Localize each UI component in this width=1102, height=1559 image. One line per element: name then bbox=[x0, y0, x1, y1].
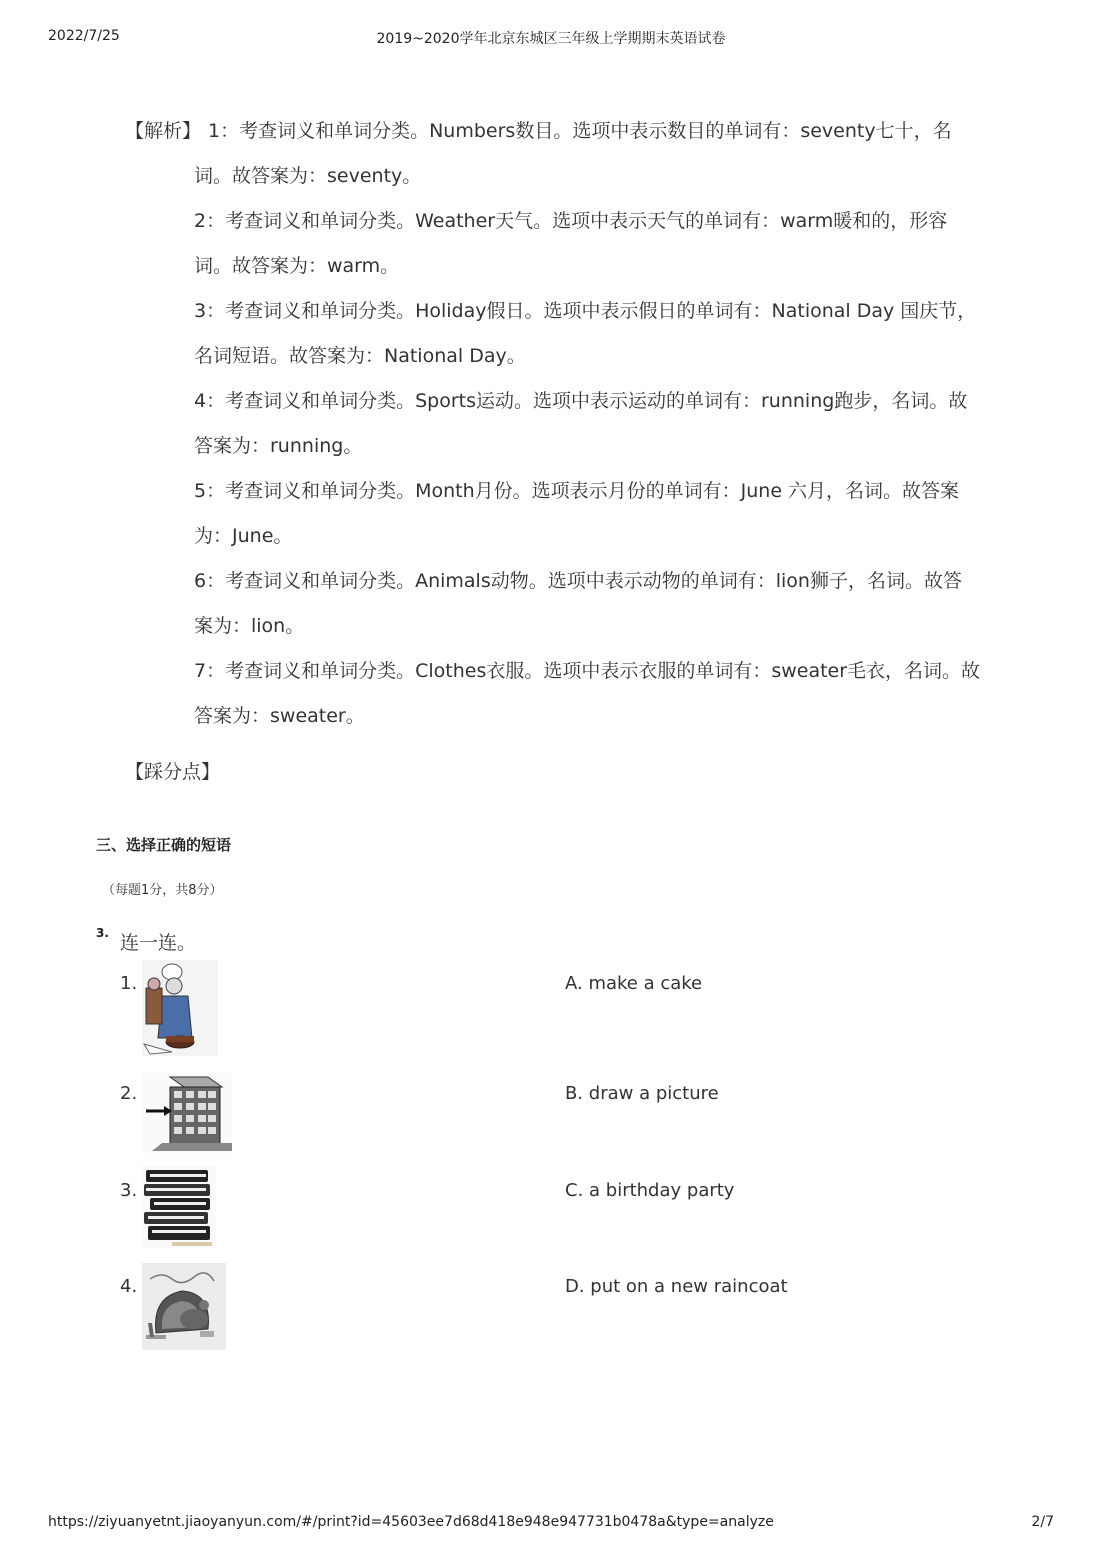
page-number: 2/7 bbox=[1031, 1514, 1054, 1530]
option-a: A. make a cake bbox=[565, 973, 703, 994]
section-note: （每题1分，共8分） bbox=[102, 883, 223, 898]
analysis-line: 1：考查词义和单词分类。Numbers数目。选项中表示数目的单词有：seventy七十，名 bbox=[208, 120, 952, 142]
question-prompt: 连一连。 bbox=[120, 932, 197, 954]
option-b: B. draw a picture bbox=[565, 1083, 719, 1104]
analysis-line: 5：考查词义和单词分类。Month月份。选项表示月份的单词有：June 六月，名词。故答案 bbox=[194, 480, 960, 502]
item-number: 4. bbox=[120, 1276, 138, 1297]
analysis-line: 6：考查词义和单词分类。Animals动物。选项中表示动物的单词有：lion狮子，名词。故答 bbox=[194, 570, 962, 592]
print-date: 2022/7/25 bbox=[48, 28, 120, 44]
analysis-line: 词。故答案为：warm。 bbox=[194, 255, 400, 277]
option-c: C. a birthday party bbox=[565, 1180, 735, 1201]
building-picture bbox=[142, 1073, 232, 1153]
analysis-line: 答案为：sweater。 bbox=[194, 705, 365, 727]
document-title: 2019~2020学年北京东城区三年级上学期期末英语试卷 bbox=[376, 31, 726, 47]
analysis-line: 4：考查词义和单词分类。Sports运动。选项中表示运动的单词有：running跑步，名词。故 bbox=[194, 390, 968, 412]
item-number: 2. bbox=[120, 1083, 138, 1104]
analysis-line: 词。故答案为：seventy。 bbox=[194, 165, 422, 187]
analysis-label: 【解析】 bbox=[125, 120, 202, 142]
analysis-line: 为：June。 bbox=[194, 525, 293, 547]
analysis-line: 3：考查词义和单词分类。Holiday假日。选项中表示假日的单词有：National Day 国庆节， bbox=[194, 300, 977, 322]
item-number: 1. bbox=[120, 973, 138, 994]
option-d: D. put on a new raincoat bbox=[565, 1276, 788, 1297]
book-stack-picture bbox=[142, 1166, 216, 1248]
score-points-label: 【踩分点】 bbox=[125, 761, 221, 783]
section-title: 三、选择正确的短语 bbox=[96, 836, 232, 854]
item-number: 3. bbox=[120, 1180, 138, 1201]
analysis-line: 名词短语。故答案为：National Day。 bbox=[194, 345, 526, 367]
thanksgiving-turkey-card-picture bbox=[142, 1263, 226, 1350]
chef-baking-cake-picture bbox=[142, 960, 218, 1056]
analysis-line: 答案为：running。 bbox=[194, 435, 363, 457]
analysis-line: 2：考查词义和单词分类。Weather天气。选项中表示天气的单词有：warm暖和的，形容 bbox=[194, 210, 948, 232]
analysis-line: 案为：lion。 bbox=[194, 615, 305, 637]
source-url: https://ziyuanyetnt.jiaoyanyun.com/#/print?id=45603ee7d68d418e948e947731b0478a&type=analyze bbox=[48, 1514, 774, 1530]
analysis-line: 7：考查词义和单词分类。Clothes衣服。选项中表示衣服的单词有：sweater毛衣，名词。故 bbox=[194, 660, 981, 682]
question-number: 3. bbox=[96, 926, 109, 940]
